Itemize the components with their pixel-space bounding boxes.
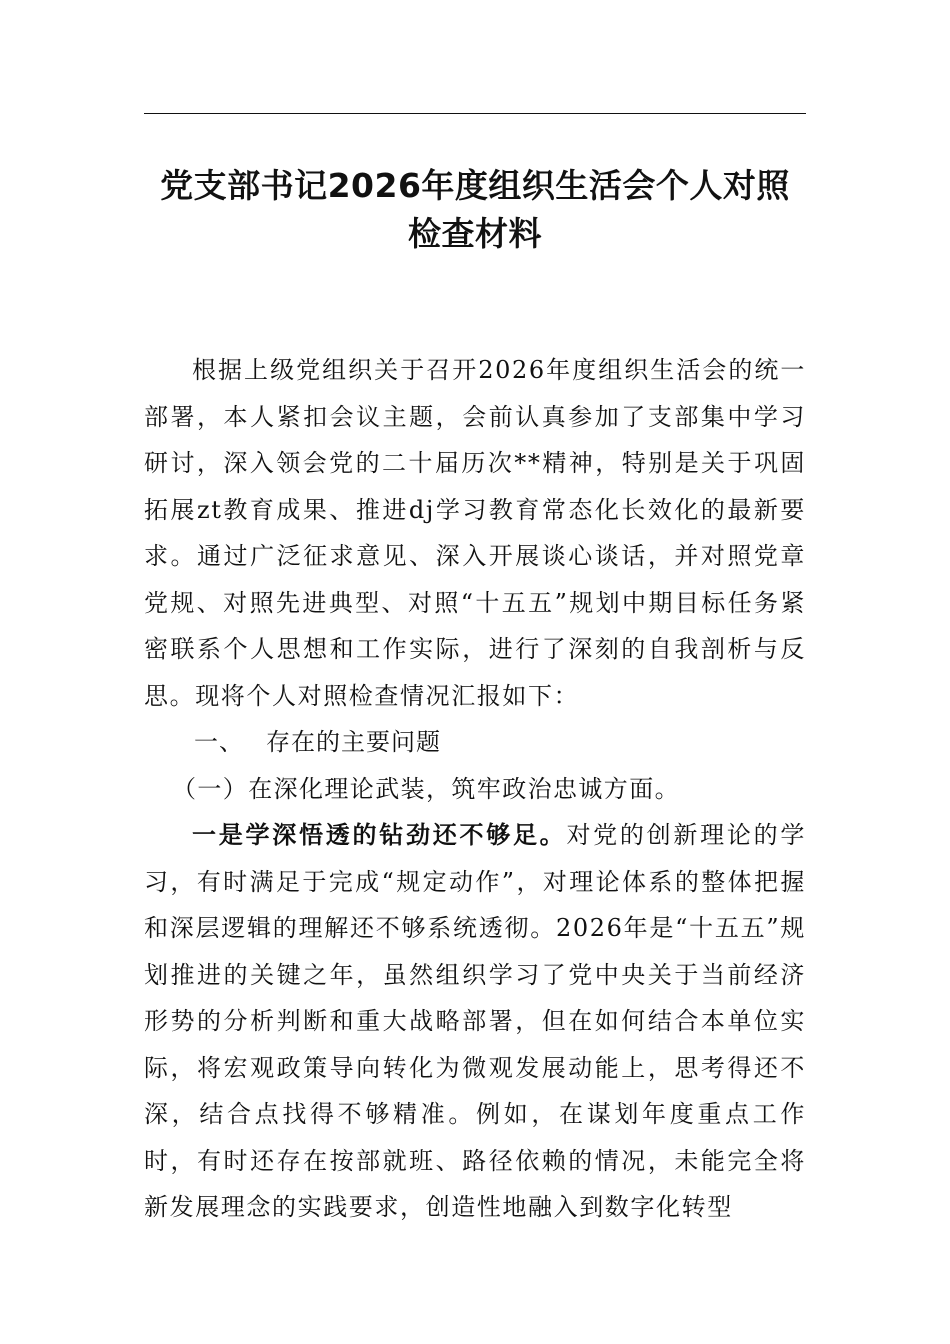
intro-paragraph: 根据上级党组织关于召开2026年度组织生活会的统一部署，本人紧扣会议主题，会前认真参加了支部集中学习研讨，深入领会党的二十届历次**精神，特别是关于巩固拓展zt教育成果、推进dj学习教育常态化长效化的最新要求。通过广泛征求意见、深入开展谈心谈话，并对照党章党规、对照先进典型、对照“十五五”规划中期目标任务紧密联系个人思想和工作实际，进行了深刻的自我剖析与反思。现将个人对照检查情况汇报如下： [144, 356, 806, 710]
section-title: 存在的主要问题 [266, 728, 441, 756]
header-rule [144, 113, 806, 114]
document-body [144, 347, 806, 1231]
point-paragraph [144, 812, 806, 1231]
point-text: 对党的创新理论的学习，有时满足于完成“规定动作”，对理论体系的整体把握和深层逻辑的理解还不够系统透彻。2026年是“十五五”规划推进的关键之年，虽然组织学习了党中央关于当前经济形势的分析判断和重大战略部署，但在如何结合本单位实际，将宏观政策导向转化为微观发展动能上，思考得还不深，结合点找得不够精准。例如，在谋划年度重点工作时，有时还存在按部就班、路径依赖的情况，未能完全将新发展理念的实践要求，创造性地融入到数字化转型 [144, 821, 806, 1221]
point-lead: 一是学深悟透的钻劲还不够足。 [192, 821, 567, 849]
section-heading [144, 719, 806, 766]
document-title [130, 162, 820, 258]
subsection-heading: （一）在深化理论武装，筑牢政治忠诚方面。 [172, 774, 680, 803]
title-line-2: 检查材料 [408, 214, 542, 253]
title-line-1: 党支部书记2026年度组织生活会个人对照 [160, 166, 790, 205]
section-number: 一、 [194, 728, 244, 756]
